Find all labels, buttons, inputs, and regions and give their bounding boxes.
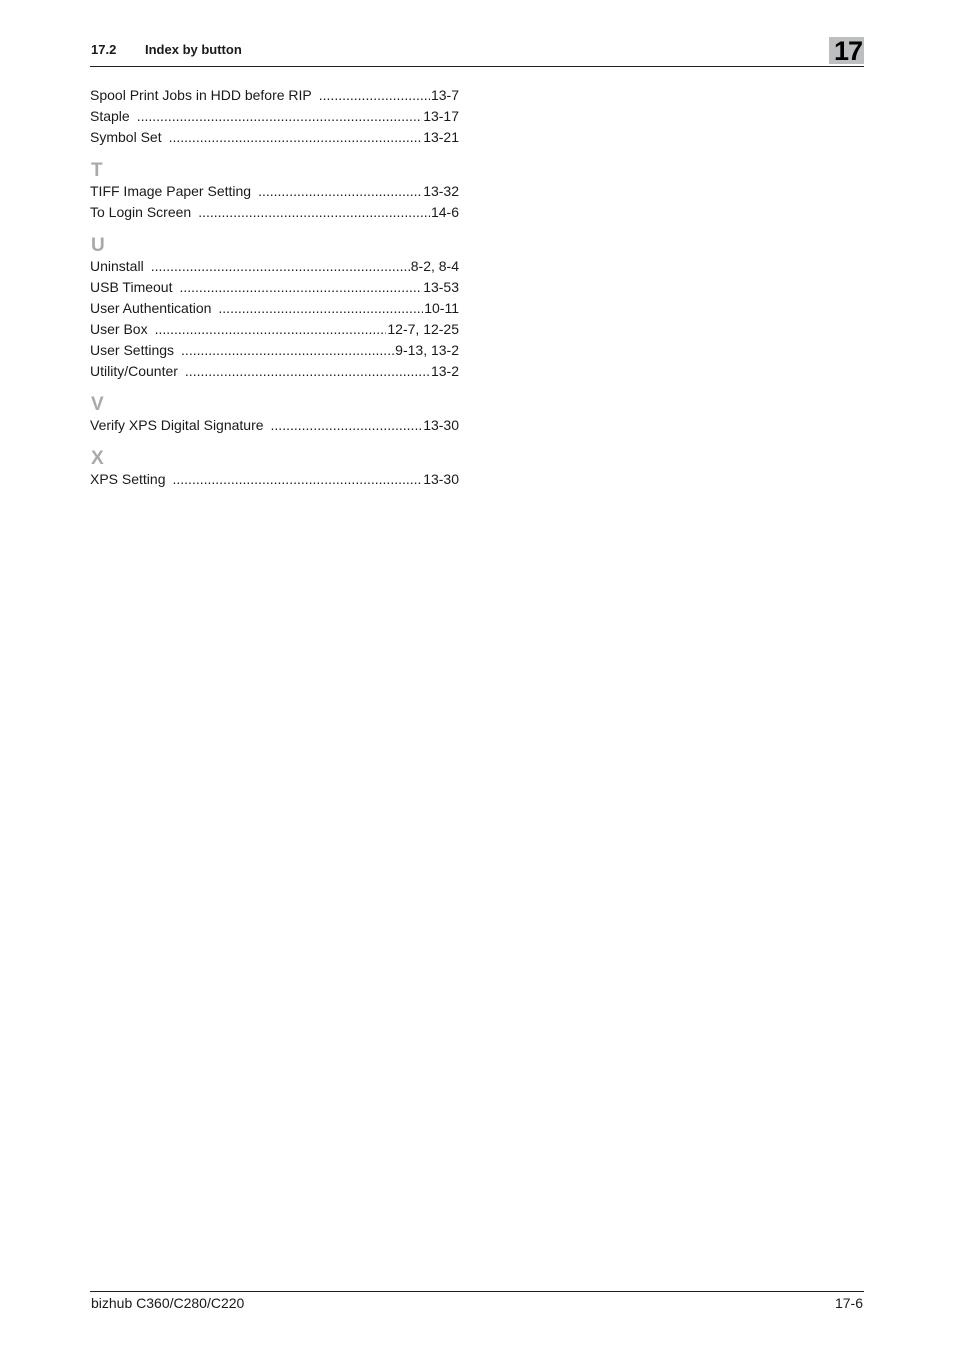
index-entry (90, 86, 459, 107)
page-header (90, 36, 864, 67)
index-letter-heading: V (91, 394, 104, 415)
dot-leader (137, 107, 422, 126)
index-page-ref[interactable]: 12-7, 12-25 (387, 321, 459, 337)
index-term: Spool Print Jobs in HDD before RIP (90, 87, 312, 103)
index-page-ref[interactable]: 13-7 (430, 87, 459, 103)
chapter-number: 17 (833, 36, 862, 66)
index-term: To Login Screen (90, 204, 192, 220)
index-entry (90, 182, 459, 203)
index-page-ref[interactable]: 13-2 (430, 363, 459, 379)
index-page-ref[interactable]: 8-2, 8-4 (410, 258, 459, 274)
index-entry (90, 128, 459, 149)
index-letter-heading: U (91, 235, 105, 256)
dot-leader (258, 182, 422, 201)
index-page-ref[interactable]: 13-53 (423, 279, 459, 295)
index-page-ref[interactable]: 13-30 (423, 417, 459, 433)
index-term: Symbol Set (90, 129, 162, 145)
dot-leader (155, 320, 387, 339)
section-title: Index by button (145, 42, 242, 57)
section-number: 17.2 (91, 42, 117, 57)
index-entry (90, 416, 459, 437)
index-entry (90, 203, 459, 224)
footer-page-number: 17-6 (834, 1295, 863, 1311)
dot-leader (185, 362, 430, 381)
page-footer (90, 1291, 864, 1316)
index-term: TIFF Image Paper Setting (90, 183, 252, 199)
index-term: Staple (90, 108, 130, 124)
index-list (90, 86, 459, 491)
index-term: User Box (90, 321, 148, 337)
index-term: Uninstall (90, 258, 144, 274)
dot-leader (319, 86, 430, 105)
index-entry (90, 257, 459, 278)
index-page-ref[interactable]: 10-11 (424, 300, 459, 316)
dot-leader (198, 203, 430, 222)
index-page-ref[interactable]: 9-13, 13-2 (395, 342, 459, 358)
dot-leader (169, 128, 423, 147)
index-entry (90, 362, 459, 383)
index-term: Verify XPS Digital Signature (90, 417, 264, 433)
footer-product: bizhub C360/C280/C220 (91, 1295, 245, 1311)
index-page-ref[interactable]: 13-32 (423, 183, 459, 199)
dot-leader (173, 470, 423, 489)
index-page-ref[interactable]: 14-6 (430, 204, 459, 220)
index-page-ref[interactable]: 13-21 (423, 129, 459, 145)
index-term: USB Timeout (90, 279, 173, 295)
index-term: XPS Setting (90, 471, 166, 487)
index-letter-heading: T (91, 160, 103, 181)
index-entry (90, 470, 459, 491)
index-term: Utility/Counter (90, 363, 178, 379)
index-entry (90, 299, 459, 320)
index-entry (90, 320, 459, 341)
index-letter-heading: X (91, 448, 104, 469)
dot-leader (181, 341, 394, 360)
dot-leader (218, 299, 423, 318)
index-entry (90, 107, 459, 128)
index-page-ref[interactable]: 13-30 (423, 471, 459, 487)
index-page-ref[interactable]: 13-17 (423, 108, 459, 124)
dot-leader (179, 278, 422, 297)
dot-leader (151, 257, 410, 276)
dot-leader (271, 416, 423, 435)
index-entry (90, 341, 459, 362)
index-term: User Authentication (90, 300, 212, 316)
index-term: User Settings (90, 342, 175, 358)
index-entry (90, 278, 459, 299)
